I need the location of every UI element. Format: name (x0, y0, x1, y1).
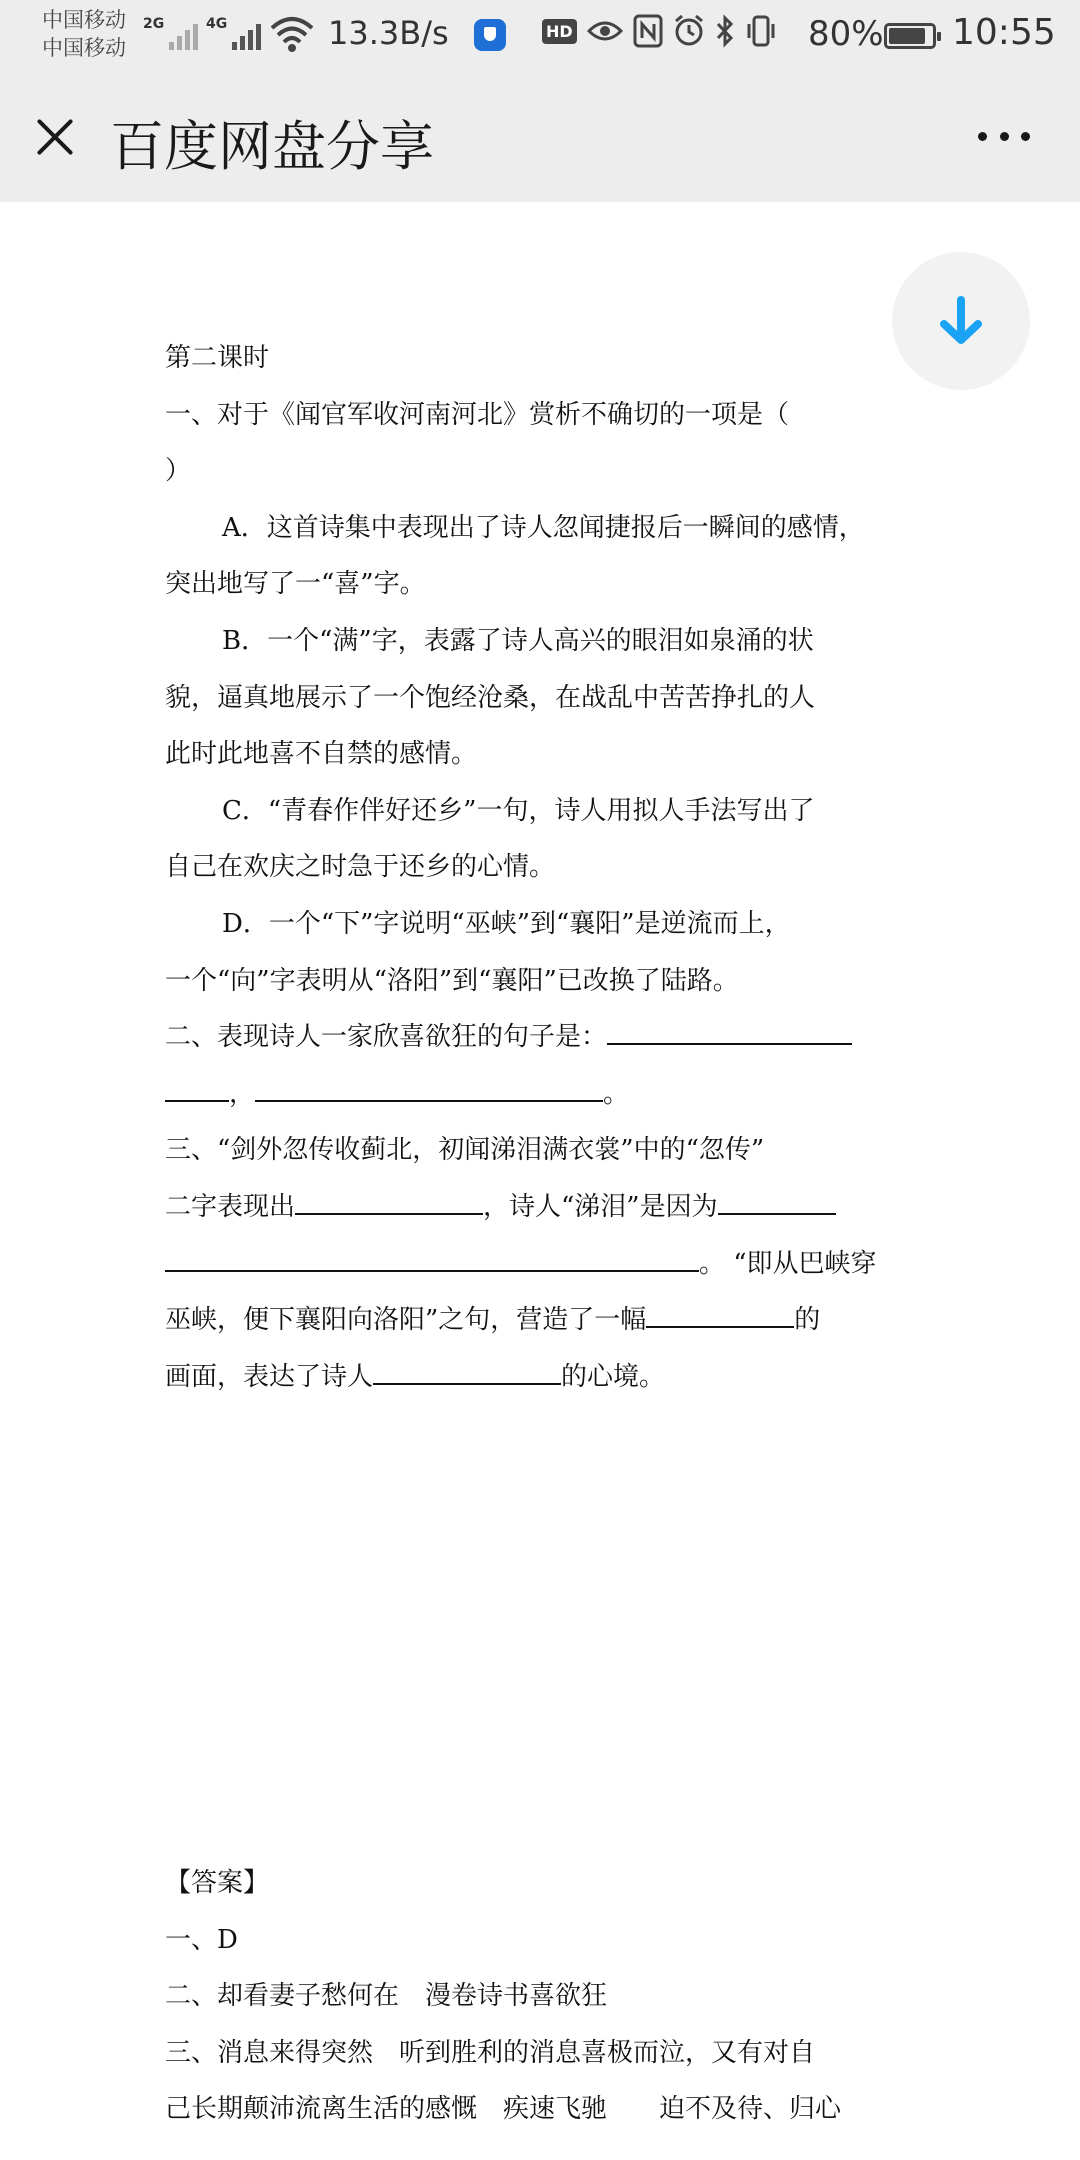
title-bar (0, 74, 1080, 202)
question-3-line-4 (165, 1292, 930, 1349)
question-3-text-2a: 二字表现出 (165, 1191, 296, 1222)
question-3-text-5a: 画面，表达了诗人 (165, 1361, 374, 1392)
battery-percent: 80% (808, 14, 884, 54)
shield-icon (474, 19, 506, 51)
carrier-2: 中国移动 (42, 36, 126, 60)
document-line: 一、对于《闻官军收河南河北》赏析不确切的一项是（ (165, 399, 790, 430)
signal-2g-icon (143, 16, 198, 50)
question-3-text-3: 。 “即从巴峡穿 (699, 1248, 877, 1279)
page-title: 百度网盘分享 (110, 115, 434, 178)
net-type-4g: 4G (206, 16, 228, 32)
question-2-text: 二、表现诗人一家欣喜欲狂的句子是： (165, 1022, 608, 1053)
eye-icon (587, 17, 623, 45)
question-2-line-2 (165, 1066, 930, 1123)
document-line: 一个“向”字表明从“洛阳”到“襄阳”已改换了陆路。 (165, 965, 739, 996)
answer-line: 己长期颠沛流离生活的感慨 疾速飞驰 迫不及待、归心 (165, 2094, 842, 2125)
answer-blank (607, 1013, 852, 1045)
signal-4g-icon (206, 16, 261, 50)
more-icon[interactable] (978, 132, 1030, 146)
answer-blank (718, 1183, 836, 1215)
battery-icon (884, 23, 936, 49)
document-line: ） (165, 456, 192, 487)
document-line: 此时此地喜不自禁的感情。 (165, 739, 478, 770)
net-type-2g: 2G (143, 16, 165, 32)
hd-icon: HD (542, 19, 577, 44)
document-line: A．这首诗集中表现出了诗人忽闻捷报后一瞬间的感情， (222, 512, 865, 543)
answer-line: 二、却看妻子愁何在 漫卷诗书喜欲狂 (165, 1981, 608, 2012)
carrier-labels (42, 6, 126, 62)
document-page (165, 330, 930, 1405)
answer-blank (255, 1070, 603, 1102)
question-3-text-4b: 的 (794, 1305, 821, 1336)
status-time: 10:55 (952, 12, 1056, 53)
vibrate-icon (745, 14, 777, 48)
document-line: 自己在欢庆之时急于还乡的心情。 (165, 852, 556, 883)
network-speed: 13.3B/s (328, 14, 449, 52)
answers-heading: 【答案】 (165, 1868, 270, 1898)
bluetooth-icon (715, 14, 735, 48)
question-3-line-5 (165, 1349, 930, 1406)
answers-section (165, 1855, 930, 2138)
answer-blank (165, 1240, 699, 1272)
alarm-icon (673, 14, 705, 48)
question-3-text-4a: 巫峡，便下襄阳向洛阳”之句，营造了一幅 (165, 1305, 647, 1336)
question-3-line-3 (165, 1236, 930, 1293)
question-3-line-2 (165, 1179, 930, 1236)
status-bar (0, 0, 1080, 74)
document-lines (165, 330, 930, 1009)
answer-blank (165, 1070, 229, 1102)
answer-line: 三、消息来得突然 听到胜利的消息喜极而泣，又有对自 (165, 2037, 816, 2068)
document-line: D．一个“下”字说明“巫峡”到“襄阳”是逆流而上， (222, 908, 791, 939)
document-line: 突出地写了一“喜”字。 (165, 569, 426, 600)
question-2-separator: ， (229, 1078, 256, 1109)
document-line: 貌，逼真地展示了一个饱经沧桑，在战乱中苦苦挣扎的人 (165, 682, 816, 713)
question-3-text-1: 三、“剑外忽传收蓟北，初闻涕泪满衣裳”中的“忽传” (165, 1135, 765, 1166)
question-3-text-2b: ，诗人“涕泪”是因为 (483, 1191, 718, 1222)
question-3-line-1 (165, 1122, 930, 1179)
question-3-text-5b: 的心境。 (561, 1361, 666, 1392)
question-2-end: 。 (603, 1078, 630, 1109)
answer-blank (646, 1296, 794, 1328)
status-icons (542, 14, 777, 48)
question-2-line-1 (165, 1009, 930, 1066)
document-line: B．一个“满”字，表露了诗人高兴的眼泪如泉涌的状 (222, 625, 814, 656)
document-line: 第二课时 (165, 343, 270, 373)
wifi-icon (270, 14, 314, 54)
nfc-icon (633, 14, 663, 48)
document-line: C．“青春作伴好还乡”一句，诗人用拟人手法写出了 (222, 795, 815, 826)
answer-blank (295, 1183, 483, 1215)
answer-lines (165, 1912, 930, 2138)
carrier-1: 中国移动 (42, 8, 126, 32)
answer-line: 一、D (165, 1924, 238, 1955)
answer-blank (373, 1353, 561, 1385)
close-icon[interactable] (34, 116, 76, 158)
